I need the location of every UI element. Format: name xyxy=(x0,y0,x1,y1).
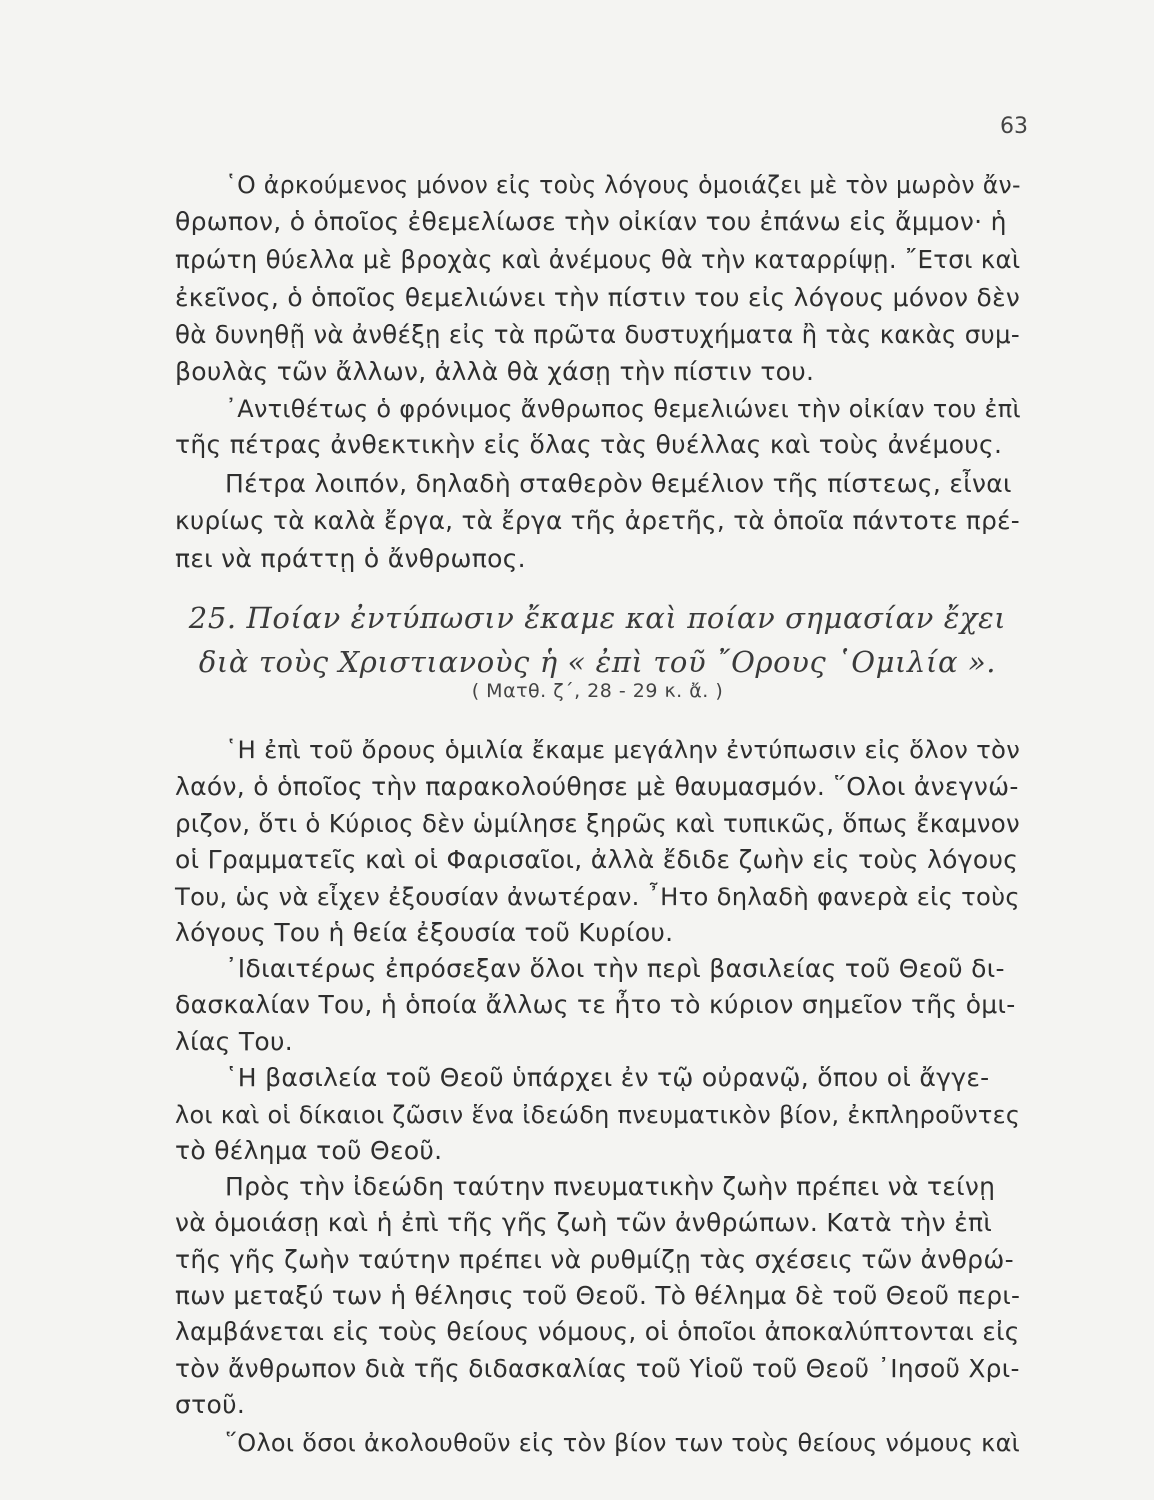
text-line: λόγους Του ἡ θεία ἐξουσία τοῦ Κυρίου. xyxy=(175,918,674,947)
text-line: ἐκεῖνος, ὁ ὁποῖος θεμελιώνει τὴν πίστιν του εἰς λόγους μόνον δὲν xyxy=(175,283,1021,312)
text-line: βουλὰς τῶν ἄλλων, ἀλλὰ θὰ χάσῃ τὴν πίστιν του. xyxy=(175,357,815,386)
text-line: τὸν ἄνθρωπον διὰ τῆς διδασκαλίας τοῦ Υἱοῦ τοῦ Θεοῦ ᾿Ιησοῦ Χρι- xyxy=(175,1354,1020,1383)
text-line: λίας Του. xyxy=(175,1027,294,1056)
text-line: νὰ ὁμοιάσῃ καὶ ἡ ἐπὶ τῆς γῆς ζωὴ τῶν ἀνθρώπων. Κατὰ τὴν ἐπὶ xyxy=(175,1208,993,1237)
text-line: στοῦ. xyxy=(175,1390,246,1419)
text-line: θὰ δυνηθῇ νὰ ἀνθέξῃ εἰς τὰ πρῶτα δυστυχήματα ἢ τὰς κακὰς συμ- xyxy=(175,320,1021,349)
text-line: οἱ Γραμματεῖς καὶ οἱ Φαρισαῖοι, ἀλλὰ ἔδιδε ζωὴν εἰς τοὺς λόγους xyxy=(175,845,1019,874)
text-line: ριζον, ὅτι ὁ Κύριος δὲν ὡμίλησε ξηρῶς καὶ τυπικῶς, ὅπως ἔκαμνον xyxy=(175,809,1020,838)
text-line: κυρίως τὰ καλὰ ἔργα, τὰ ἔργα τῆς ἀρετῆς, τὰ ὁποῖα πάντοτε πρέ- xyxy=(175,506,1020,535)
text-line: ᾿Ιδιαιτέρως ἐπρόσεξαν ὅλοι τὴν περὶ βασιλείας τοῦ Θεοῦ δι- xyxy=(225,954,1005,983)
page-number: 63 xyxy=(1000,114,1028,139)
text-line: λοι καὶ οἱ δίκαιοι ζῶσιν ἕνα ἰδεώδη πνευματικὸν βίον, ἐκπληροῦντες xyxy=(175,1101,1021,1129)
text-line: λαμβάνεται εἰς τοὺς θείους νόμους, οἱ ὁποῖοι ἀποκαλύπτονται εἰς xyxy=(175,1317,1020,1346)
text-line: τὸ θέλημα τοῦ Θεοῦ. xyxy=(175,1136,443,1165)
text-line: πων μεταξύ των ἡ θέλησις τοῦ Θεοῦ. Τὸ θέλημα δὲ τοῦ Θεοῦ περι- xyxy=(175,1281,1021,1310)
section-heading-line-1: 25. Ποίαν ἐντύπωσιν ἔκαμε καὶ ποίαν σημασίαν ἔχει xyxy=(188,601,1007,635)
scripture-reference: ( Ματθ. ζ΄, 28 - 29 κ. ἄ. ) xyxy=(471,680,724,702)
text-line: Πέτρα λοιπόν, δηλαδὴ σταθερὸν θεμέλιον τῆς πίστεως, εἶναι xyxy=(225,469,1012,498)
text-line: ῞Ολοι ὅσοι ἀκολουθοῦν εἰς τὸν βίον των τοὺς θείους νόμους καὶ xyxy=(225,1429,1021,1457)
text-line: δασκαλίαν Του, ἡ ὁποία ἄλλως τε ἦτο τὸ κύριον σημεῖον τῆς ὁμι- xyxy=(175,990,1016,1019)
text-line: τῆς πέτρας ἀνθεκτικὴν εἰς ὅλας τὰς θυέλλας καὶ τοὺς ἀνέμους. xyxy=(175,430,1003,459)
text-line: πει νὰ πράττῃ ὁ ἄνθρωπος. xyxy=(175,544,526,573)
text-line: Πρὸς τὴν ἰδεώδη ταύτην πνευματικὴν ζωὴν πρέπει νὰ τείνῃ xyxy=(225,1172,996,1201)
text-line: ῾Ο ἀρκούμενος μόνον εἰς τοὺς λόγους ὁμοιάζει μὲ τὸν μωρὸν ἄν- xyxy=(225,171,1021,199)
section-heading-line-2: διὰ τοὺς Χριστιανοὺς ἡ « ἐπὶ τοῦ ῎Ορους ῾Ομιλία ». xyxy=(198,645,997,679)
text-line: Του, ὡς νὰ εἶχεν ἐξουσίαν ἀνωτέραν. ῏Ητο δηλαδὴ φανερὰ εἰς τοὺς xyxy=(175,883,1020,911)
text-line: λαόν, ὁ ὁποῖος τὴν παρακολούθησε μὲ θαυμασμόν. ῞Ολοι ἀνεγνώ- xyxy=(175,772,1019,801)
text-line: τῆς γῆς ζωὴν ταύτην πρέπει νὰ ρυθμίζῃ τὰς σχέσεις τῶν ἀνθρώ- xyxy=(175,1245,1014,1274)
text-line: ᾿Αντιθέτως ὁ φρόνιμος ἄνθρωπος θεμελιώνει τὴν οἰκίαν του ἐπὶ xyxy=(225,395,1021,423)
text-line: θρωπον, ὁ ὁποῖος ἐθεμελίωσε τὴν οἰκίαν του ἐπάνω εἰς ἄμμον· ἡ xyxy=(175,207,1007,236)
text-line: πρώτη θύελλα μὲ βροχὰς καὶ ἀνέμους θὰ τὴν καταρρίψῃ. ῎Ετσι καὶ xyxy=(175,245,1021,274)
text-line: ῾Η βασιλεία τοῦ Θεοῦ ὑπάρχει ἐν τῷ οὐρανῷ, ὅπου οἱ ἄγγε- xyxy=(225,1063,990,1092)
text-line: ῾Η ἐπὶ τοῦ ὄρους ὁμιλία ἔκαμε μεγάλην ἐντύπωσιν εἰς ὅλον τὸν xyxy=(225,735,1021,764)
